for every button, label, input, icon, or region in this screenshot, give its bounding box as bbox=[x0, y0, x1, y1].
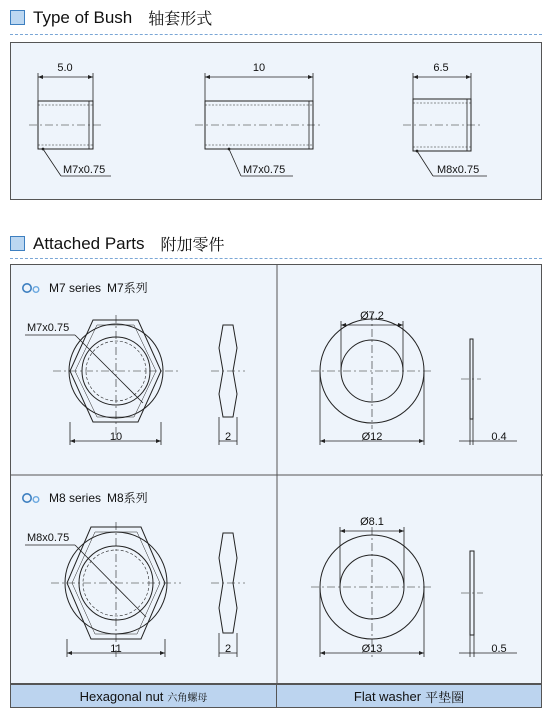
square-bullet-icon bbox=[10, 236, 25, 251]
m8-series-cn: M8系列 bbox=[107, 491, 148, 505]
footer-washer-en: Flat washer bbox=[353, 688, 422, 704]
section-divider bbox=[10, 258, 542, 259]
bush-2-length: 10 bbox=[252, 62, 266, 74]
attached-title-cn: 附加零件 bbox=[160, 237, 225, 254]
bush-section-title bbox=[10, 6, 212, 29]
m7-washer-thickness: 0.4 bbox=[491, 431, 507, 443]
m8-washer-drawing bbox=[311, 527, 433, 657]
attached-drawing bbox=[11, 265, 543, 685]
bush-drawing bbox=[11, 43, 543, 201]
attached-parts-panel bbox=[10, 264, 542, 684]
flat-washer-footer bbox=[276, 684, 542, 708]
m8-washer-outer: Ø13 bbox=[361, 643, 383, 655]
bush-1-drawing bbox=[29, 73, 111, 176]
rings-icon bbox=[21, 282, 43, 294]
rings-icon bbox=[21, 492, 43, 504]
bush-panel bbox=[10, 42, 542, 200]
bush-2-drawing bbox=[195, 73, 323, 176]
m7-series-en: M7 series bbox=[49, 280, 102, 295]
m8-washer-thickness: 0.5 bbox=[491, 643, 507, 655]
m7-washer-inner: Ø7.2 bbox=[360, 310, 384, 322]
m8-series-label bbox=[21, 489, 148, 506]
m8-washer-side-drawing bbox=[459, 551, 517, 657]
m7-nut-width: 10 bbox=[109, 431, 123, 443]
m7-nut-thread: M7x0.75 bbox=[27, 322, 70, 334]
footer-nut-cn: 六角螺母 bbox=[167, 692, 208, 704]
m8-nut-side-drawing bbox=[211, 533, 245, 657]
m7-washer-side-drawing bbox=[459, 339, 517, 445]
m7-washer-outer: Ø12 bbox=[361, 431, 383, 443]
bush-2-thread: M7x0.75 bbox=[243, 164, 286, 176]
m7-hex-nut-drawing bbox=[25, 315, 179, 445]
footer-washer-cn: 平垫圈 bbox=[425, 689, 465, 705]
square-bullet-icon bbox=[10, 10, 25, 25]
bush-3-length: 6.5 bbox=[433, 62, 449, 74]
m7-nut-side-drawing bbox=[211, 325, 245, 445]
m8-nut-thickness: 2 bbox=[224, 643, 232, 655]
m7-nut-thickness: 2 bbox=[224, 431, 232, 443]
bush-1-length: 5.0 bbox=[57, 62, 73, 74]
m8-series-en: M8 series bbox=[49, 490, 102, 505]
attached-title-en: Attached Parts bbox=[33, 233, 145, 253]
footer-nut-en: Hexagonal nut bbox=[79, 688, 164, 704]
m7-series-cn: M7系列 bbox=[107, 281, 148, 295]
attached-section-title bbox=[10, 232, 225, 255]
bush-title-cn: 轴套形式 bbox=[148, 11, 213, 28]
m7-washer-drawing bbox=[311, 313, 433, 445]
section-divider bbox=[10, 34, 542, 35]
bush-3-drawing bbox=[403, 73, 487, 176]
bush-title-en: Type of Bush bbox=[33, 7, 133, 27]
hexagonal-nut-footer bbox=[10, 684, 277, 708]
m8-nut-width: 11 bbox=[110, 643, 122, 655]
m8-nut-thread: M8x0.75 bbox=[27, 532, 70, 544]
bush-3-thread: M8x0.75 bbox=[437, 164, 480, 176]
bush-1-thread: M7x0.75 bbox=[63, 164, 106, 176]
m7-series-label bbox=[21, 279, 148, 296]
m8-washer-inner: Ø8.1 bbox=[360, 516, 384, 528]
